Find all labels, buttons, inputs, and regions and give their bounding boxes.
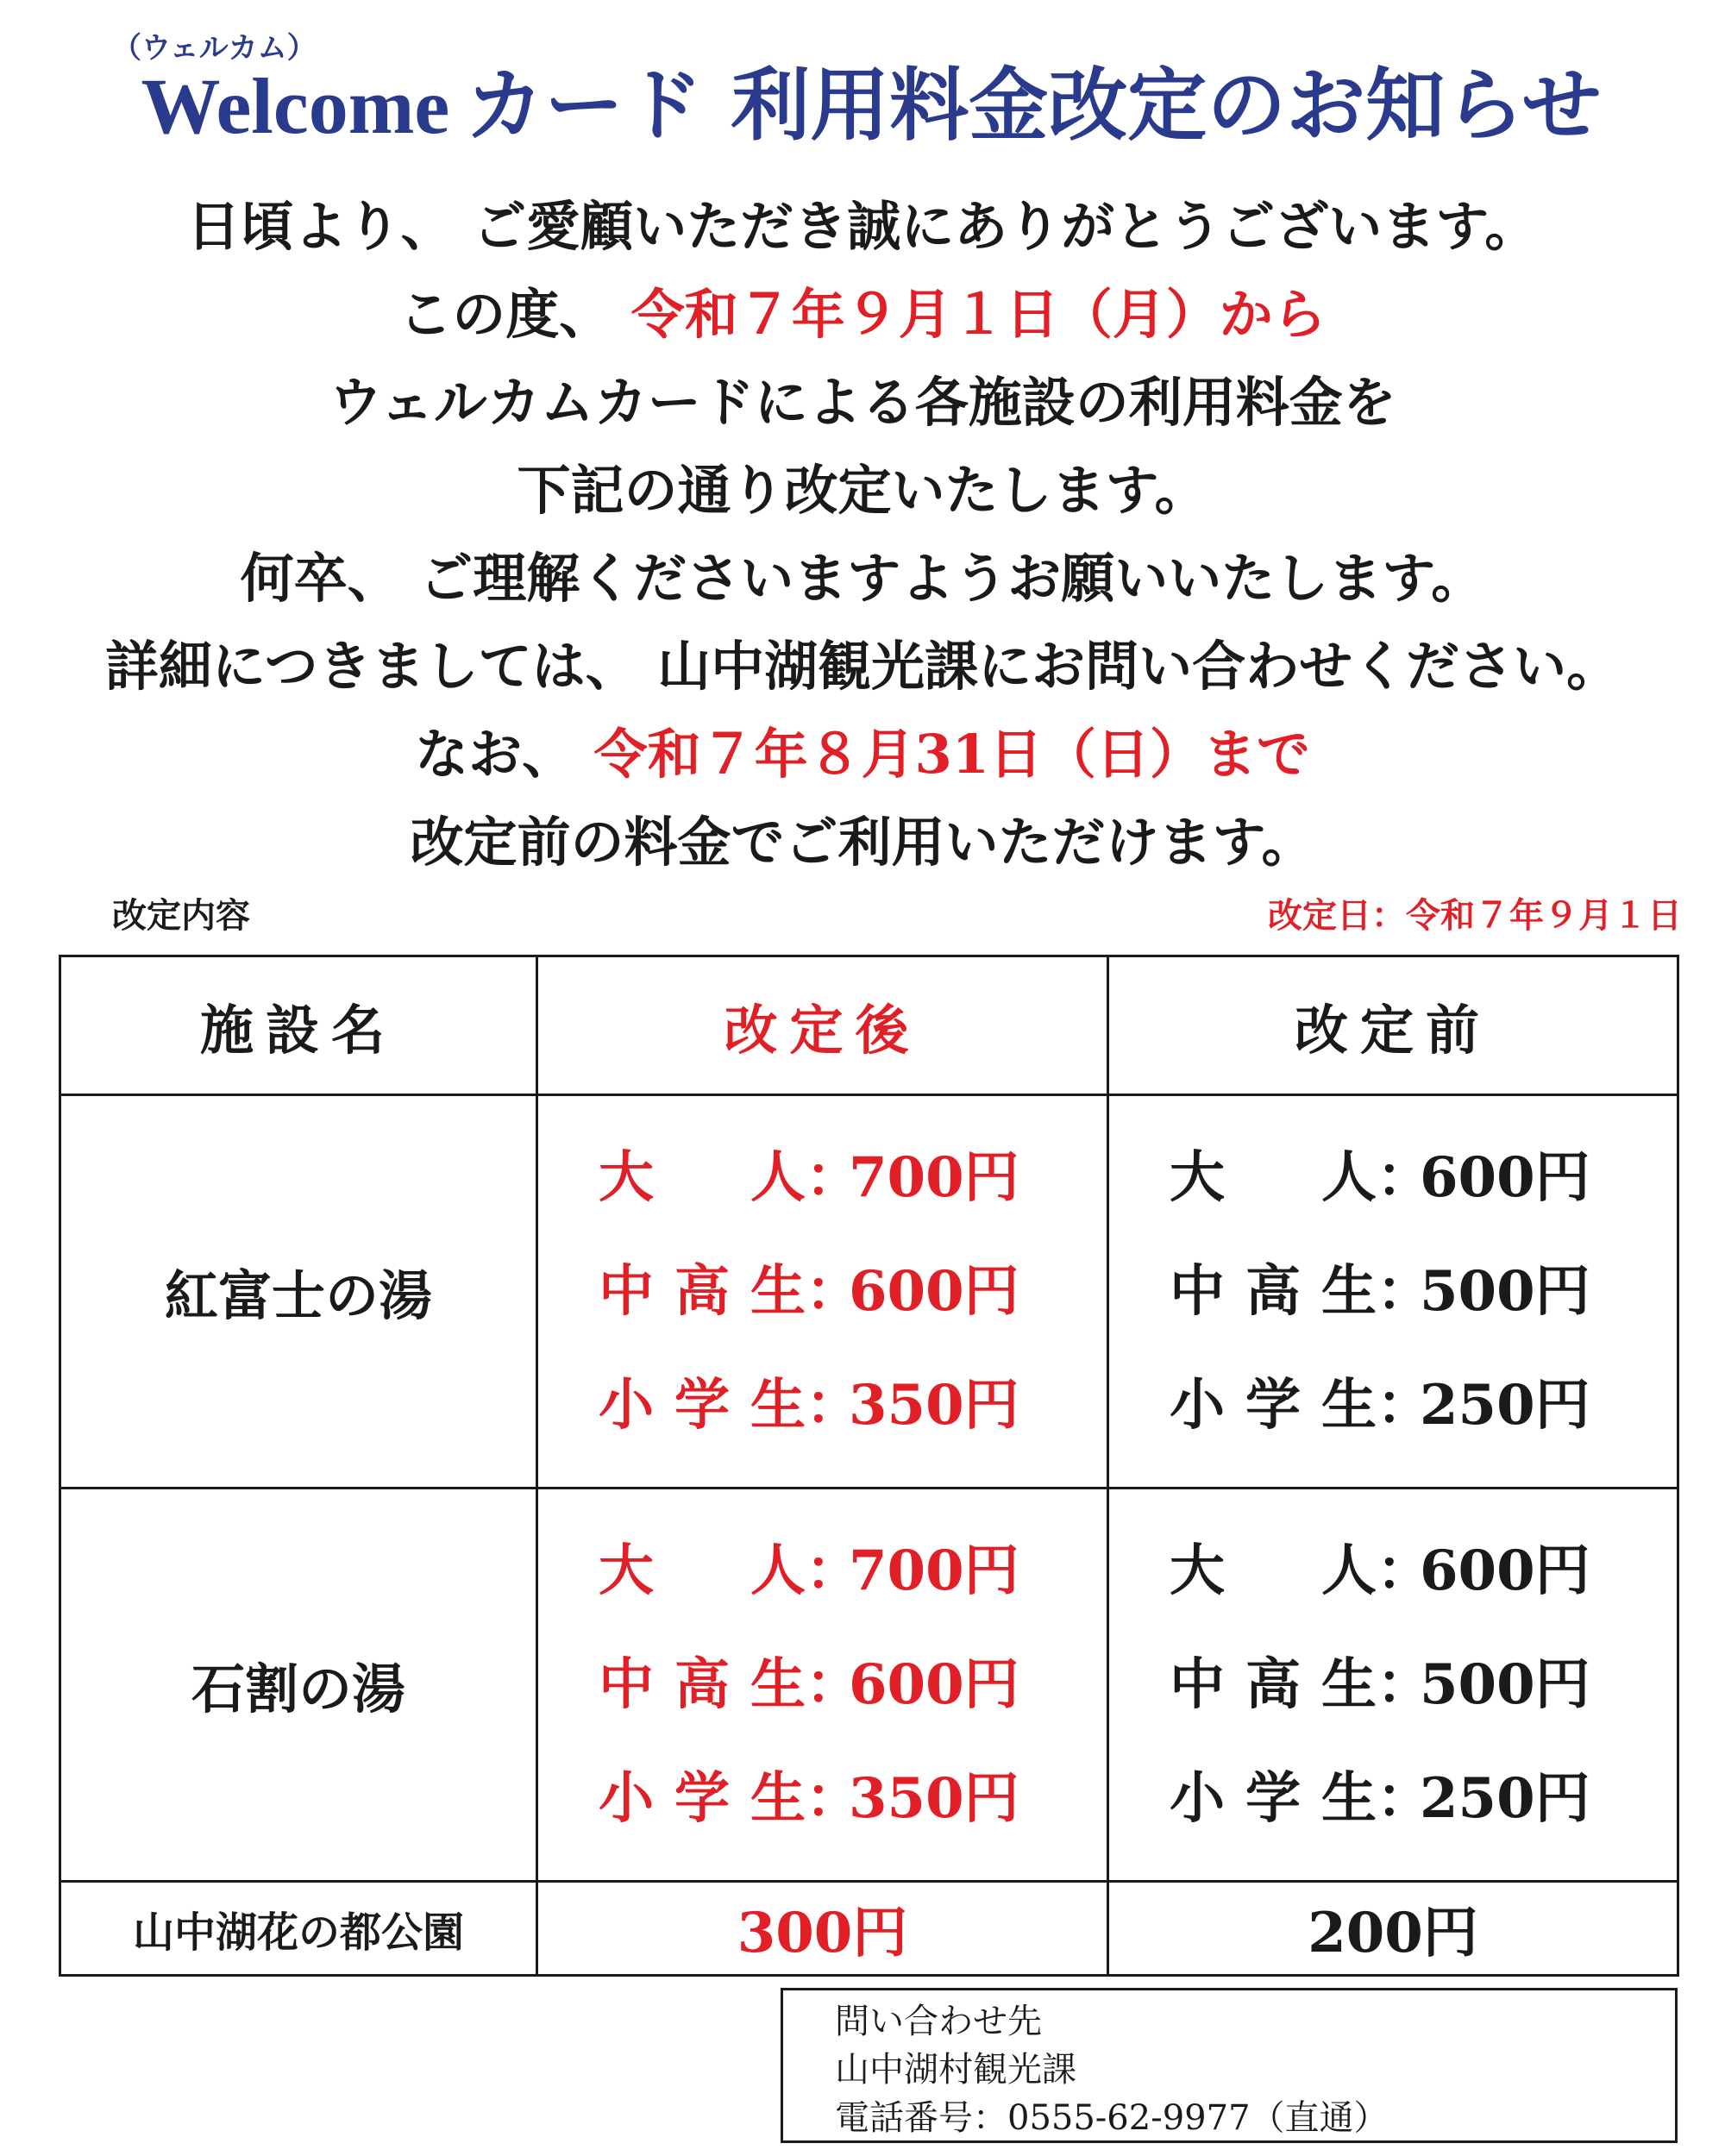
table-header-row — [60, 956, 1678, 1095]
price-line: 中高生：500円 — [1170, 1628, 1677, 1742]
price-value: 500円 — [1420, 1651, 1590, 1717]
price-line: 小学生：350円 — [599, 1742, 1107, 1856]
price-category: 大 人 — [599, 1538, 806, 1603]
body-line-6: 詳細につきましては、 山中湖観光課にお問い合わせください。 — [104, 635, 1621, 698]
body-line-5: 何卒、 ご理解くださいますようお願いいたします。 — [240, 547, 1485, 610]
body-line-7 — [0, 711, 1725, 799]
after-price-single: 300円 — [537, 1882, 1108, 1976]
header-before: 改定前 — [1108, 956, 1678, 1095]
price-category: 中高生 — [1170, 1651, 1377, 1717]
price-category: 小学生 — [1170, 1372, 1377, 1438]
body-line-7-prefix: なお、 — [415, 723, 594, 786]
price-line: 大 人：700円 — [599, 1121, 1107, 1235]
price-value: 250円 — [1420, 1372, 1590, 1438]
price-line: 中高生：600円 — [599, 1628, 1107, 1742]
body-line-8: 改定前の料金でご利用いただけます。 — [410, 811, 1315, 874]
fee-table — [59, 955, 1679, 1977]
price-value: 350円 — [849, 1372, 1019, 1438]
price-value: 500円 — [1420, 1258, 1590, 1324]
table-row — [60, 1882, 1678, 1976]
price-value: 600円 — [1420, 1538, 1590, 1603]
table-row — [60, 1095, 1678, 1489]
body-line-4: 下記の通り改定いたします。 — [517, 459, 1208, 522]
contact-department: 山中湖村観光課 — [835, 2050, 1076, 2090]
facility-name: 紅富士の湯 — [60, 1095, 537, 1489]
price-line: 中高生：600円 — [599, 1235, 1107, 1349]
after-prices — [537, 1489, 1108, 1882]
after-prices — [537, 1095, 1108, 1489]
price-category: 中高生 — [599, 1258, 806, 1324]
contact-phone: 電話番号：0555-62-9977（直通） — [835, 2098, 1389, 2138]
contact-box — [781, 1988, 1678, 2143]
table-row — [60, 1489, 1678, 1882]
effective-date: 令和７年９月１日（月）から — [630, 283, 1327, 346]
announcement-body — [0, 183, 1725, 887]
title-rest: カード 利用料金改定のお知らせ — [465, 59, 1602, 152]
price-line: 中高生：500円 — [1170, 1235, 1677, 1349]
price-category: 大 人 — [599, 1144, 806, 1210]
price-line: 大 人：600円 — [1170, 1121, 1677, 1235]
contact-heading: 問い合わせ先 — [835, 2002, 1042, 2041]
price-category: 中高生 — [599, 1651, 806, 1717]
price-value: 700円 — [849, 1144, 1019, 1210]
before-prices — [1108, 1489, 1678, 1882]
price-value: 350円 — [849, 1765, 1019, 1831]
price-value: 250円 — [1420, 1765, 1590, 1831]
body-line-2 — [0, 271, 1725, 359]
price-value: 600円 — [849, 1258, 1019, 1324]
revision-date: 改定日：令和７年９月１日 — [1268, 895, 1682, 936]
before-price-single: 200円 — [1108, 1882, 1678, 1976]
price-line: 小学生：250円 — [1170, 1742, 1677, 1856]
price-category: 小学生 — [1170, 1765, 1377, 1831]
price-line: 大 人：600円 — [1170, 1514, 1677, 1628]
body-line-1: 日頃より、 ご愛顧いただき誠にありがとうございます。 — [186, 195, 1539, 258]
price-value: 600円 — [849, 1651, 1019, 1717]
section-label: 改定内容 — [112, 895, 250, 936]
facility-name: 石割の湯 — [60, 1489, 537, 1882]
price-category: 中高生 — [1170, 1258, 1377, 1324]
price-line: 大 人：700円 — [599, 1514, 1107, 1628]
price-category: 小学生 — [599, 1765, 806, 1831]
title-ruby: （ウェルカム） — [112, 31, 317, 66]
price-line: 小学生：250円 — [1170, 1349, 1677, 1463]
facility-name: 山中湖花の都公園 — [60, 1882, 537, 1976]
body-line-2-prefix: この度、 — [398, 283, 631, 346]
header-facility: 施設名 — [60, 956, 537, 1095]
page-title — [52, 53, 1690, 158]
price-line: 小学生：350円 — [599, 1349, 1107, 1463]
before-prices — [1108, 1095, 1678, 1489]
body-line-3: ウェルカムカードによる各施設の利用料金を — [329, 371, 1396, 434]
price-category: 大 人 — [1170, 1144, 1377, 1210]
old-price-end-date: 令和７年８月31日（日）まで — [593, 723, 1310, 786]
price-category: 大 人 — [1170, 1538, 1377, 1603]
price-value: 700円 — [849, 1538, 1019, 1603]
title-latin: Welcome — [141, 62, 450, 150]
price-value: 600円 — [1420, 1144, 1590, 1210]
price-category: 小学生 — [599, 1372, 806, 1438]
header-after: 改定後 — [537, 956, 1108, 1095]
